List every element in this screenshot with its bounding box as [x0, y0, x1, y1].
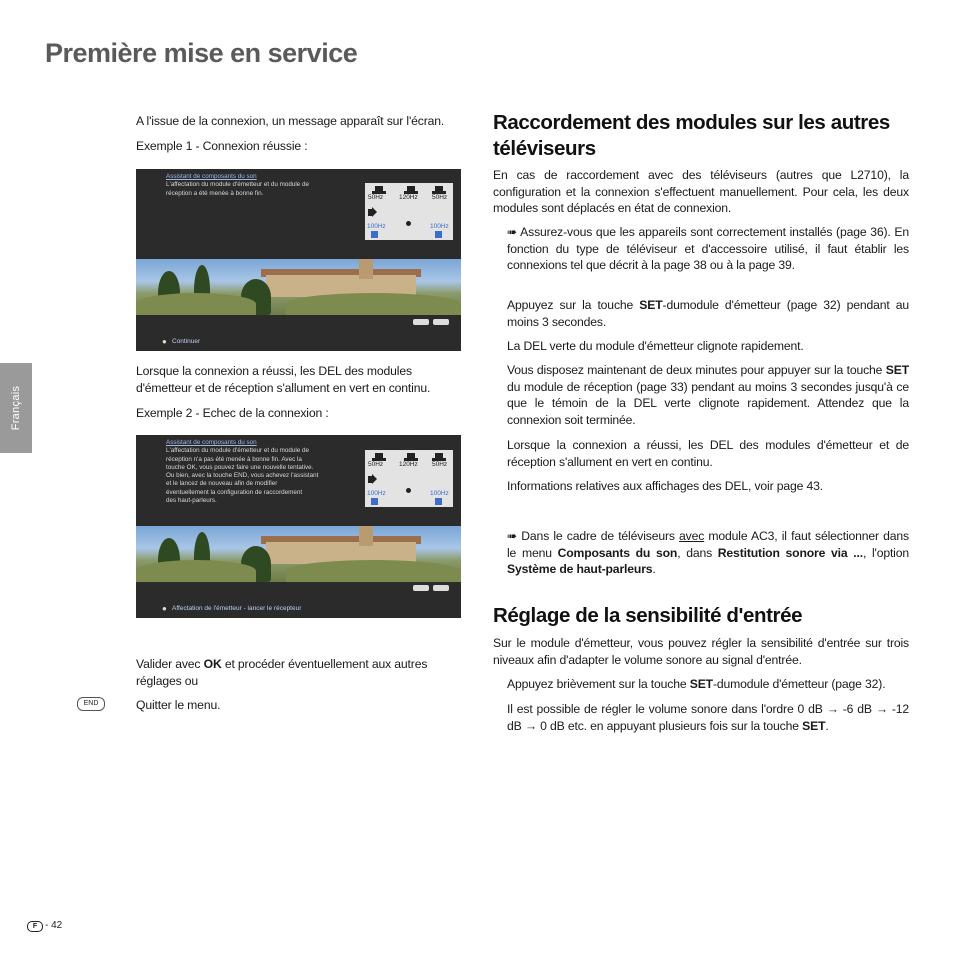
subwoofer-icon: [435, 231, 442, 238]
freq-label: 50Hz: [432, 194, 448, 201]
install-note: ➠ Assurez-vous que les appareils sont correctement installés (page 36). En fonction du type de téléviseur et d'accessoire utilisé, il faut établir les connexions tel que décrit à la page 38 ou à la page 39.: [507, 225, 909, 272]
step-press-set-briefly: [507, 676, 909, 693]
text-run: Valider avec: [136, 657, 204, 671]
quit-paragraph: Quitter le menu.: [136, 698, 221, 712]
screen-menu-text: [166, 173, 366, 198]
menu-name: Restitution sonore via ...: [717, 545, 863, 560]
remote-keys-icon: [413, 585, 453, 592]
freq-label: 50Hz: [432, 461, 448, 468]
screen-message-line: L'affectation du module d'émetteur et du module de: [166, 181, 310, 189]
listener-dot-icon: [406, 221, 411, 226]
subwoofer-icon: [371, 498, 378, 505]
example-1-label: Exemple 1 - Connexion réussie :: [136, 139, 308, 153]
example-2-label: Exemple 2 - Echec de la connexion :: [136, 406, 329, 420]
text-run: , dans: [677, 545, 718, 560]
text-run: Vous disposez maintenant de deux minutes pour appuyer sur la touche: [507, 363, 886, 377]
speaker-icon: [407, 186, 415, 193]
text-run: -dumodule d'émetteur (page 32).: [712, 677, 886, 691]
speaker-icon: [435, 186, 443, 193]
speaker-config-panel: [365, 450, 453, 507]
menu-name: Composants du son: [557, 545, 678, 560]
screen-message-line: réception a été menée à bonne fin.: [166, 189, 264, 197]
speaker-icon: [375, 453, 383, 460]
end-key-icon: END: [77, 697, 105, 711]
text-run: Il est possible de régler le volume sonore dans l'ordre 0 dB → -6 dB → -12 dB → 0 dB etc. en appuyant plusieurs fois sur la touche: [507, 702, 909, 733]
speaker-config-panel: [365, 183, 453, 240]
set-key-label: SET: [689, 677, 713, 691]
text-run: du module de réception (page 33) pendant au moins 3 secondes jusqu'à ce que le témoin de la DEL verte clignote rapidement. Attendez que la connexion soit terminée.: [507, 379, 909, 427]
text-run: et procéder éventuellement aux autres réglages ou: [136, 657, 428, 688]
freq-label: 120Hz: [399, 194, 418, 201]
subwoofer-icon: [435, 498, 442, 505]
step-press-set-transmitter: [507, 297, 909, 330]
text-run: module AC3, il faut sélectionner dans le menu: [507, 529, 909, 560]
screen-menu-title: Assistant de composants du son: [166, 439, 257, 446]
speaker-icon: [435, 453, 443, 460]
sensitivity-intro: Sur le module d'émetteur, vous pouvez régler la sensibilité d'entrée sur trois niveaux afin d'adapter le volume sonore au signal d'entrée.: [493, 636, 909, 667]
success-paragraph: Lorsque la connexion a réussi, les DEL des modules d'émetteur et de réception s'allument en vert en continu.: [136, 364, 431, 395]
page-title: Première mise en service: [45, 38, 358, 68]
set-key-label: SET: [885, 363, 909, 377]
screen-message-line: touche OK, vous pouvez faire une nouvelle tentative.: [166, 463, 314, 471]
intro-paragraph: A l'issue de la connexion, un message apparaît sur l'écran.: [136, 114, 445, 128]
ac3-note: [507, 528, 909, 578]
led-blink-note: La DEL verte du module d'émetteur clignote rapidement.: [507, 339, 804, 353]
speaker-icon: [407, 453, 415, 460]
page-number: - 42: [45, 920, 63, 931]
language-badge: F: [27, 921, 43, 932]
background-photo: [136, 526, 461, 582]
screen-menu-title: Assistant de composants du son: [166, 173, 257, 180]
step-press-set-receiver: [507, 362, 909, 428]
freq-label: 100Hz: [367, 223, 386, 230]
screen-message-line: et le lancez de nouveau afin de modifier: [166, 480, 278, 488]
text-run: .: [825, 718, 829, 733]
freq-label: 50Hz: [368, 461, 384, 468]
screen-footer-hint: ● Continuer: [172, 338, 200, 345]
section-heading-connection: Raccordement des modules sur les autres téléviseurs: [493, 111, 890, 160]
led-info-reference: Informations relatives aux affichages des DEL, voir page 43.: [507, 479, 823, 493]
text-run: -dumodule d'émetteur (page 32) pendant au moins 3 secondes.: [507, 298, 909, 329]
remote-keys-icon: [413, 319, 453, 326]
text-run: Appuyez brièvement sur la touche: [507, 677, 690, 691]
connection-success-note: Lorsque la connexion a réussi, les DEL des modules d'émetteur et de réception s'allument en vert en continu.: [507, 438, 909, 469]
screen-message-line: des haut-parleurs.: [166, 497, 217, 505]
background-photo: [136, 259, 461, 315]
tv-screen-success: [136, 169, 461, 351]
screen-menu-text: [166, 439, 366, 505]
ok-key-label: OK: [203, 657, 222, 671]
text-run: Appuyez sur la touche: [507, 298, 640, 312]
section-heading-sensitivity: Réglage de la sensibilité d'entrée: [493, 604, 803, 627]
screen-message-line: Ou bien, avec la touche END, vous achevez l'assistant: [166, 472, 319, 480]
freq-label: 100Hz: [430, 490, 449, 497]
screen-footer-hint: ● Affectation de l'émetteur - lancer le récepteur: [172, 605, 301, 612]
screen-message-line: éventuellement la configuration de raccordement: [166, 488, 303, 496]
tv-screen-failure: [136, 435, 461, 618]
text-run: avec: [679, 529, 705, 543]
text-run: .: [652, 562, 656, 576]
set-key-label: SET: [802, 718, 826, 733]
speaker-side-icon: [368, 209, 373, 216]
text-run: , l'option: [862, 545, 909, 560]
screen-message-line: L'affectation du module d'émetteur et du module de: [166, 447, 310, 455]
validate-paragraph: [136, 656, 466, 689]
connection-intro: En cas de raccordement avec des téléviseurs (autres que L2710), la configuration et la connexion s'effectuent manuellement. Pour cela, les deux modules sont déplacés en état de connexion.: [493, 168, 909, 215]
freq-label: 100Hz: [430, 223, 449, 230]
freq-label: 120Hz: [399, 461, 418, 468]
menu-name: Système de haut-parleurs: [507, 562, 653, 576]
listener-dot-icon: [406, 488, 411, 493]
set-key-label: SET: [639, 298, 663, 312]
language-tab-label: Français: [10, 385, 22, 431]
subwoofer-icon: [371, 231, 378, 238]
text-run: ➠ Dans le cadre de téléviseurs: [507, 529, 680, 543]
speaker-icon: [375, 186, 383, 193]
language-tab: [0, 363, 32, 453]
freq-label: 50Hz: [368, 194, 384, 201]
volume-steps-note: [507, 701, 909, 734]
screen-message-line: réception n'a pas été menée à bonne fin. Avec la: [166, 455, 302, 463]
freq-label: 100Hz: [367, 490, 386, 497]
speaker-side-icon: [368, 476, 373, 483]
